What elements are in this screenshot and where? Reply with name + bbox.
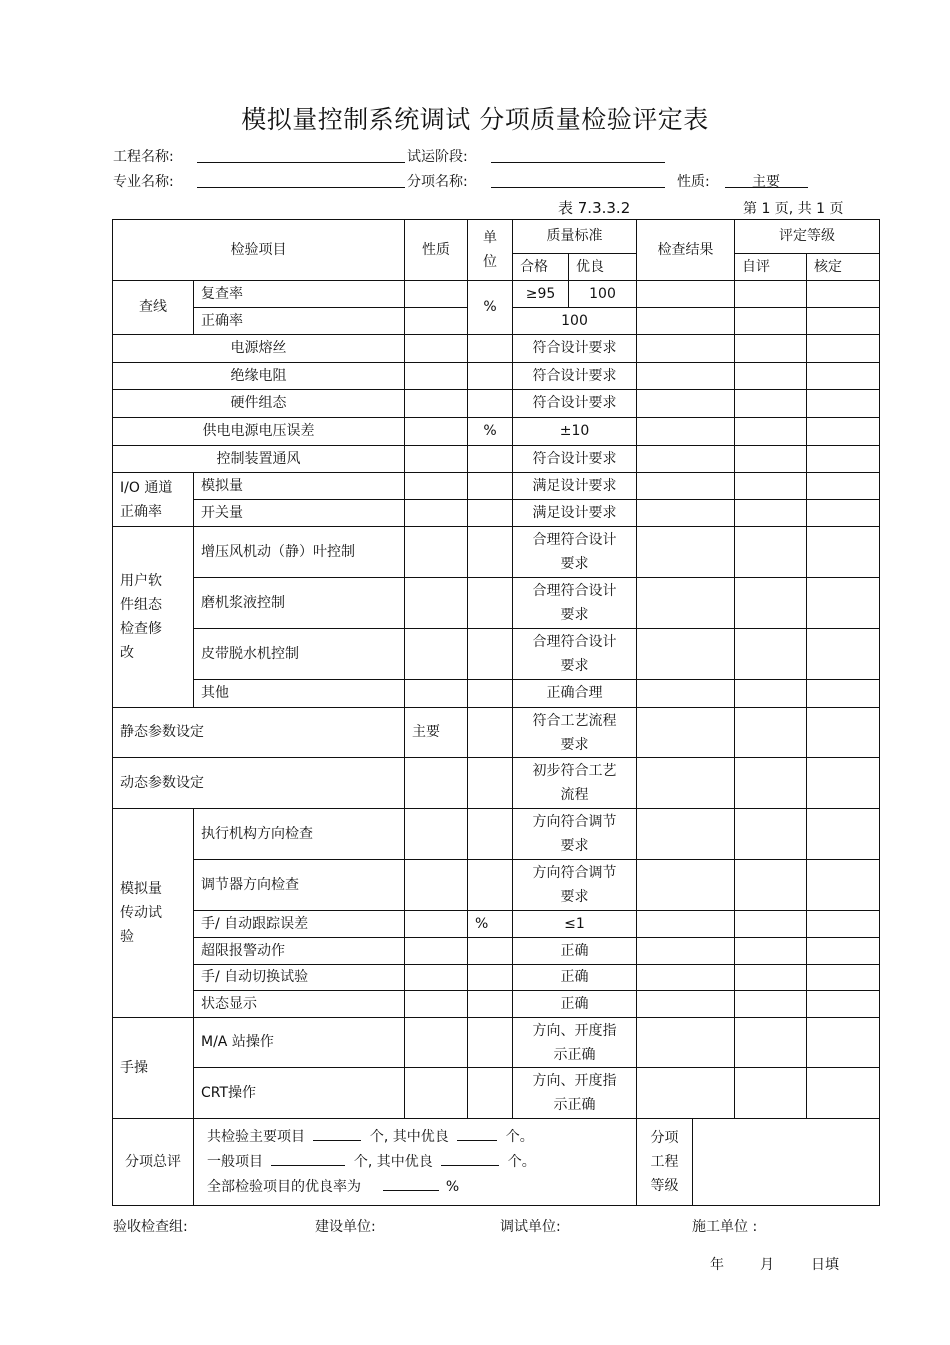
std-value: 符合设计要求 — [513, 363, 637, 390]
header-qualified: 合格 — [513, 254, 569, 281]
item-static-params: 静态参数设定 — [113, 708, 405, 758]
std-value: 符合设计要求 — [513, 335, 637, 363]
cell-nature[interactable] — [405, 308, 468, 335]
summary-main-excellent-label: 个, 其中优良 — [369, 1129, 449, 1145]
item-actuator-direction: 执行机构方向检查 — [194, 809, 405, 860]
cell-nature[interactable] — [405, 965, 468, 991]
cell-self-eval[interactable] — [735, 758, 807, 809]
cell-verify[interactable] — [807, 708, 880, 758]
construction-owner-label: 建设单位: — [315, 1219, 376, 1235]
cell-unit — [468, 473, 513, 500]
cell-result[interactable] — [637, 708, 735, 758]
std-value: 正确合理 — [513, 680, 637, 708]
std-value: 方向、开度指 示正确 — [513, 1018, 637, 1068]
summary-excellent-rate-label: 全部检验项目的优良率为 — [207, 1179, 361, 1195]
std-qualified: ≥95 — [513, 281, 569, 308]
specialty-name-field[interactable] — [197, 170, 405, 188]
cell-verify[interactable] — [807, 860, 880, 911]
cell-self-eval[interactable] — [735, 335, 807, 363]
summary-grade-area — [637, 1119, 880, 1206]
cell-verify[interactable] — [807, 938, 880, 965]
summary-label: 分项总评 — [113, 1119, 194, 1206]
cell-verify[interactable] — [807, 527, 880, 578]
cell-nature[interactable] — [405, 578, 468, 629]
cell-nature[interactable] — [405, 911, 468, 938]
cell-verify[interactable] — [807, 500, 880, 527]
main-items-count-field[interactable] — [313, 1126, 361, 1141]
summary-main-items-label: 共检验主要项目 — [207, 1129, 305, 1145]
item-auto-switch-test: 手/ 自动切换试验 — [194, 965, 405, 991]
cell-self-eval[interactable] — [735, 446, 807, 473]
header-result: 检查结果 — [637, 220, 735, 281]
summary-line-2 — [207, 1150, 536, 1175]
sub-item-name-label: 分项名称: — [407, 174, 468, 190]
acceptance-group-label: 验收检查组: — [113, 1219, 188, 1235]
cell-self-eval[interactable] — [735, 809, 807, 860]
cell-nature[interactable] — [405, 418, 468, 446]
std-value: 正确 — [513, 991, 637, 1018]
cell-self-eval[interactable] — [735, 860, 807, 911]
nature-value: 主要 — [752, 174, 780, 190]
cell-result[interactable] — [637, 390, 735, 418]
cell-unit — [468, 500, 513, 527]
cell-self-eval[interactable] — [735, 938, 807, 965]
cell-verify[interactable] — [807, 758, 880, 809]
cell-verify[interactable] — [807, 363, 880, 390]
cell-nature[interactable] — [405, 629, 468, 680]
cell-result[interactable] — [637, 1018, 735, 1068]
unit-percent: % — [468, 281, 513, 335]
cell-unit — [468, 363, 513, 390]
cell-unit — [468, 629, 513, 680]
cell-unit — [468, 809, 513, 860]
cell-verify[interactable] — [807, 390, 880, 418]
item-fuse: 电源熔丝 — [113, 335, 405, 363]
cell-verify[interactable] — [807, 578, 880, 629]
cell-verify[interactable] — [807, 1068, 880, 1119]
trial-stage-label: 试运阶段: — [407, 149, 468, 165]
cell-self-eval[interactable] — [735, 578, 807, 629]
summary-general-excellent-label: 个, 其中优良 — [353, 1154, 433, 1170]
cell-self-eval[interactable] — [735, 390, 807, 418]
header-standard: 质量标准 — [513, 220, 637, 254]
cell-self-eval[interactable] — [735, 473, 807, 500]
cell-verify[interactable] — [807, 446, 880, 473]
item-insulation: 绝缘电阻 — [113, 363, 405, 390]
date-year: 年 — [710, 1257, 724, 1273]
cell-self-eval[interactable] — [735, 363, 807, 390]
cell-self-eval[interactable] — [735, 1068, 807, 1119]
header-self-eval: 自评 — [735, 254, 807, 281]
unit-percent: % — [468, 911, 513, 938]
cell-result[interactable] — [637, 418, 735, 446]
general-items-count-field[interactable] — [271, 1151, 345, 1166]
cell-unit — [468, 446, 513, 473]
cell-unit — [468, 758, 513, 809]
cell-verify[interactable] — [807, 680, 880, 708]
cell-unit — [468, 527, 513, 578]
cell-nature[interactable] — [405, 860, 468, 911]
group-chaxian: 查线 — [113, 281, 194, 335]
std-value: 符合设计要求 — [513, 446, 637, 473]
summary-general-items-label: 一般项目 — [207, 1154, 263, 1170]
cell-unit — [468, 938, 513, 965]
std-value: 符合设计要求 — [513, 390, 637, 418]
item-accuracy-rate: 正确率 — [194, 308, 405, 335]
cell-result[interactable] — [637, 991, 735, 1018]
cell-self-eval[interactable] — [735, 281, 807, 308]
header-grade: 评定等级 — [735, 220, 880, 254]
cell-nature[interactable] — [405, 1018, 468, 1068]
cell-verify[interactable] — [807, 335, 880, 363]
cell-result[interactable] — [637, 363, 735, 390]
cell-nature[interactable] — [405, 1068, 468, 1119]
item-hardware-config: 硬件组态 — [113, 390, 405, 418]
cell-result[interactable] — [637, 473, 735, 500]
item-recheck-rate: 复查率 — [194, 281, 405, 308]
header-excellent: 优良 — [569, 254, 637, 281]
cell-self-eval[interactable] — [735, 965, 807, 991]
cell-result[interactable] — [637, 578, 735, 629]
item-digital: 开关量 — [194, 500, 405, 527]
item-ma-station: M/A 站操作 — [194, 1018, 405, 1068]
unit-percent: % — [468, 418, 513, 446]
std-value: ≤1 — [513, 911, 637, 938]
cell-self-eval[interactable] — [735, 1018, 807, 1068]
std-value: 方向符合调节 要求 — [513, 860, 637, 911]
std-value: ±10 — [513, 418, 637, 446]
cell-result[interactable] — [637, 308, 735, 335]
cell-result[interactable] — [637, 1068, 735, 1119]
item-status-display: 状态显示 — [194, 991, 405, 1018]
cell-result[interactable] — [637, 281, 735, 308]
cell-unit — [468, 680, 513, 708]
sub-item-grade-field[interactable] — [693, 1119, 879, 1205]
std-value: 满足设计要求 — [513, 500, 637, 527]
specialty-name-label: 专业名称: — [113, 174, 174, 190]
cell-result[interactable] — [637, 527, 735, 578]
date-month: 月 — [760, 1257, 774, 1273]
std-value: 满足设计要求 — [513, 473, 637, 500]
cell-verify[interactable] — [807, 809, 880, 860]
cell-result[interactable] — [637, 965, 735, 991]
cell-self-eval[interactable] — [735, 911, 807, 938]
item-crt-operation: CRT操作 — [194, 1068, 405, 1119]
cell-unit — [468, 708, 513, 758]
item-over-limit-alarm: 超限报警动作 — [194, 938, 405, 965]
item-power-voltage: 供电电源电压误差 — [113, 418, 405, 446]
summary-line-3 — [207, 1175, 459, 1200]
std-value: 初步符合工艺 流程 — [513, 758, 637, 809]
cell-result[interactable] — [637, 911, 735, 938]
group-user-software: 用户软 件组态 检查修 改 — [113, 527, 194, 708]
inspection-table — [112, 219, 880, 1206]
std-value: 合理符合设计 要求 — [513, 578, 637, 629]
cell-unit — [468, 390, 513, 418]
header-verify: 核定 — [807, 254, 880, 281]
cell-result[interactable] — [637, 758, 735, 809]
group-io-channel: I/O 通道 正确率 — [113, 473, 194, 527]
cell-result[interactable] — [637, 629, 735, 680]
cell-unit — [468, 860, 513, 911]
item-regulator-direction: 调节器方向检查 — [194, 860, 405, 911]
cell-result[interactable] — [637, 446, 735, 473]
cell-nature[interactable] — [405, 680, 468, 708]
std-excellent: 100 — [569, 281, 637, 308]
cell-verify[interactable] — [807, 965, 880, 991]
cell-self-eval[interactable] — [735, 708, 807, 758]
project-name-field[interactable] — [197, 145, 405, 163]
excellent-rate-field[interactable] — [383, 1176, 439, 1191]
cell-unit — [468, 1068, 513, 1119]
item-belt-dewatering-control: 皮带脱水机控制 — [194, 629, 405, 680]
cell-result[interactable] — [637, 335, 735, 363]
cell-verify[interactable] — [807, 418, 880, 446]
header-nature: 性质 — [405, 220, 468, 281]
project-name-label: 工程名称: — [113, 149, 174, 165]
cell-unit — [468, 965, 513, 991]
cell-nature[interactable] — [405, 363, 468, 390]
std-value: 100 — [513, 308, 637, 335]
cell-self-eval[interactable] — [735, 308, 807, 335]
header-item: 检验项目 — [113, 220, 405, 281]
cell-result[interactable] — [637, 500, 735, 527]
document-title: 模拟量控制系统调试 分项质量检验评定表 — [241, 105, 709, 134]
item-analog: 模拟量 — [194, 473, 405, 500]
std-value: 方向、开度指 示正确 — [513, 1068, 637, 1119]
cell-verify[interactable] — [807, 629, 880, 680]
date-day: 日填 — [811, 1257, 839, 1273]
cell-self-eval[interactable] — [735, 418, 807, 446]
group-analog-transmission-test: 模拟量 传动试 验 — [113, 809, 194, 1018]
cell-nature-main: 主要 — [405, 708, 468, 758]
cell-result[interactable] — [637, 938, 735, 965]
cell-nature[interactable] — [405, 446, 468, 473]
cell-verify[interactable] — [807, 1018, 880, 1068]
cell-nature[interactable] — [405, 758, 468, 809]
item-auto-tracking-error: 手/ 自动跟踪误差 — [194, 911, 405, 938]
cell-self-eval[interactable] — [735, 500, 807, 527]
std-value: 合理符合设计 要求 — [513, 527, 637, 578]
std-value: 符合工艺流程 要求 — [513, 708, 637, 758]
item-mill-slurry-control: 磨机浆液控制 — [194, 578, 405, 629]
trial-stage-field[interactable] — [491, 145, 665, 163]
builder-label: 施工单位 : — [692, 1219, 758, 1235]
summary-line-1-end: 个。 — [505, 1129, 534, 1145]
table-number: 表 7.3.3.2 — [558, 199, 631, 217]
header-unit: 单 位 — [468, 220, 513, 281]
cell-unit — [468, 991, 513, 1018]
cell-unit — [468, 578, 513, 629]
cell-nature[interactable] — [405, 938, 468, 965]
cell-nature[interactable] — [405, 809, 468, 860]
cell-result[interactable] — [637, 680, 735, 708]
cell-self-eval[interactable] — [735, 527, 807, 578]
summary-percent: % — [445, 1179, 460, 1195]
cell-verify[interactable] — [807, 911, 880, 938]
cell-nature[interactable] — [405, 500, 468, 527]
item-dynamic-params: 动态参数设定 — [113, 758, 405, 809]
cell-verify[interactable] — [807, 281, 880, 308]
page-info: 第 1 页, 共 1 页 — [743, 201, 844, 217]
item-other: 其他 — [194, 680, 405, 708]
cell-self-eval[interactable] — [735, 629, 807, 680]
cell-verify[interactable] — [807, 473, 880, 500]
cell-verify[interactable] — [807, 991, 880, 1018]
cell-self-eval[interactable] — [735, 680, 807, 708]
std-value: 方向符合调节 要求 — [513, 809, 637, 860]
std-value: 正确 — [513, 965, 637, 991]
nature-label: 性质: — [677, 174, 710, 190]
cell-unit — [468, 335, 513, 363]
item-booster-fan-control: 增压风机动（静）叶控制 — [194, 527, 405, 578]
main-items-excellent-field[interactable] — [457, 1126, 497, 1141]
cell-nature[interactable] — [405, 473, 468, 500]
cell-result[interactable] — [637, 860, 735, 911]
debug-unit-label: 调试单位: — [500, 1219, 561, 1235]
cell-self-eval[interactable] — [735, 991, 807, 1018]
cell-result[interactable] — [637, 809, 735, 860]
summary-line-1 — [207, 1125, 534, 1150]
sub-item-grade-label: 分项 工程 等级 — [637, 1119, 693, 1205]
cell-nature[interactable] — [405, 335, 468, 363]
cell-nature[interactable] — [405, 527, 468, 578]
group-manual-operation: 手操 — [113, 1018, 194, 1119]
summary-content — [194, 1119, 637, 1206]
std-value: 正确 — [513, 938, 637, 965]
cell-verify[interactable] — [807, 308, 880, 335]
general-items-excellent-field[interactable] — [441, 1151, 499, 1166]
item-ventilation: 控制装置通风 — [113, 446, 405, 473]
summary-line-2-end: 个。 — [507, 1154, 536, 1170]
cell-nature[interactable] — [405, 281, 468, 308]
cell-nature[interactable] — [405, 390, 468, 418]
cell-nature[interactable] — [405, 991, 468, 1018]
cell-unit — [468, 1018, 513, 1068]
std-value: 合理符合设计 要求 — [513, 629, 637, 680]
sub-item-name-field[interactable] — [491, 170, 665, 188]
